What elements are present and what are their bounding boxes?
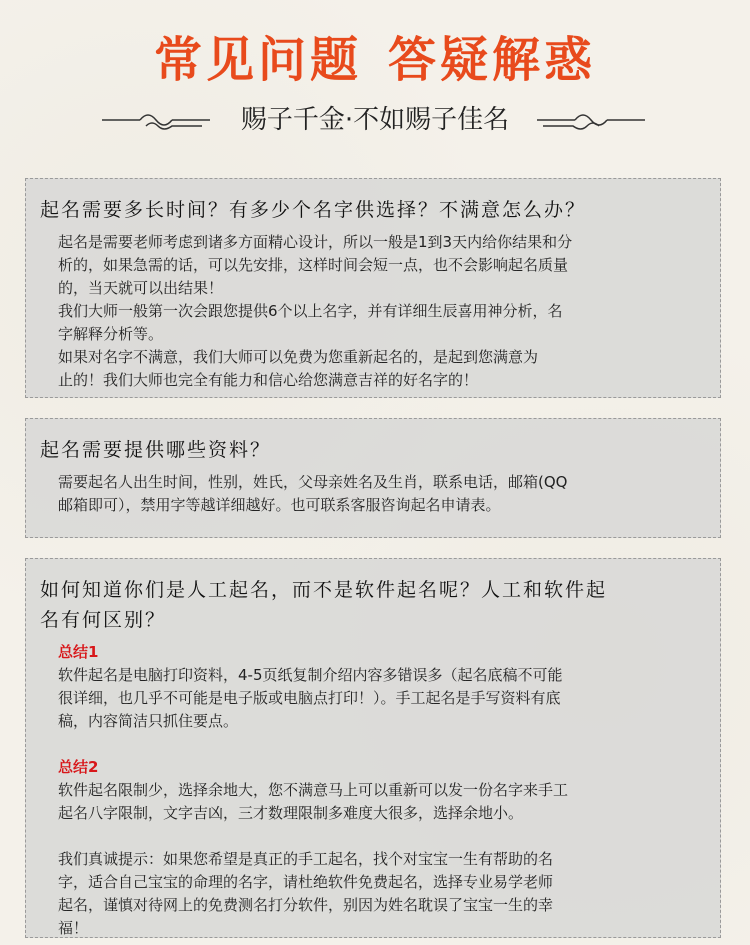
answer-line: 析的，如果急需的话，可以先安排，这样时间会短一点，也不会影响起名质量: [58, 256, 569, 274]
faq-answer: [58, 641, 708, 940]
tip-line: 福！: [58, 919, 89, 937]
answer-line: 邮箱即可），禁用字等越详细越好。也可联系客服咨询起名申请表。: [58, 496, 501, 514]
answer-line: 字解释分析等。: [58, 325, 164, 343]
subtitle: 赐子千金·不如赐子佳名: [240, 105, 510, 135]
faq-card-materials: [25, 418, 721, 538]
faq-question: 起名需要多长时间？有多少个名字供选择？不满意怎么办？: [40, 199, 587, 221]
subtitle-row: [0, 100, 750, 140]
answer-line: 止的！我们大师也完全有能力和信心给您满意吉祥的好名字的！: [58, 371, 479, 389]
faq-answer: [58, 471, 708, 517]
tip-line: 我们真诚提示：如果您希望是真正的手工起名，找个对宝宝一生有帮助的名: [58, 850, 554, 868]
summary-2-label: 总结2: [58, 758, 99, 776]
tip-line: 字，适合自己宝宝的命理的名字，请杜绝软件免费起名，选择专业易学老师: [58, 873, 554, 891]
title-part-2: 答疑解惑: [388, 32, 597, 88]
faq-question: 起名需要提供哪些资料？: [40, 439, 272, 461]
faq-answer: [58, 231, 708, 392]
answer-line: 起名是需要老师考虑到诸多方面精心设计，所以一般是1到3天内给你结果和分: [58, 233, 573, 251]
answer-line: 我们大师一般第一次会跟您提供6个以上名字，并有详细生辰喜用神分析，名: [58, 302, 563, 320]
answer-line: 软件起名是电脑打印资料，4-5页纸复制介绍内容多错误多（起名底稿不可能: [58, 666, 563, 684]
question-line: 名有何区别？: [40, 609, 167, 631]
cloud-ornament-right-icon: [537, 106, 647, 134]
faq-question: [40, 575, 607, 635]
answer-line: 如果对名字不满意，我们大师可以免费为您重新起名的，是起到您满意为: [58, 348, 539, 366]
title-part-1: 常见问题: [153, 32, 362, 88]
answer-line: 很详细，也几乎不可能是电子版或电脑点打印！）。手工起名是手写资料有底: [58, 689, 561, 707]
tip-line: 起名，谨慎对待网上的免费测名打分软件，别因为姓名耽误了宝宝一生的幸: [58, 896, 554, 914]
question-line: 如何知道你们是人工起名，而不是软件起名呢？人工和软件起: [40, 579, 608, 601]
faq-card-manual-vs-software: [25, 558, 721, 938]
page-title: [0, 30, 750, 90]
answer-line: 稿，内容简洁只抓住要点。: [58, 712, 239, 730]
answer-line: 软件起名限制少，选择余地大，您不满意马上可以重新可以发一份名字来手工: [58, 781, 569, 799]
answer-line: 需要起名人出生时间，性别，姓氏，父母亲姓名及生肖，联系电话，邮箱(QQ: [58, 473, 568, 491]
summary-1-label: 总结1: [58, 643, 99, 661]
faq-card-duration: [25, 178, 721, 398]
answer-line: 起名八字限制，文字吉凶，三才数理限制多难度大很多，选择余地小。: [58, 804, 524, 822]
answer-line: 的，当天就可以出结果！: [58, 279, 224, 297]
